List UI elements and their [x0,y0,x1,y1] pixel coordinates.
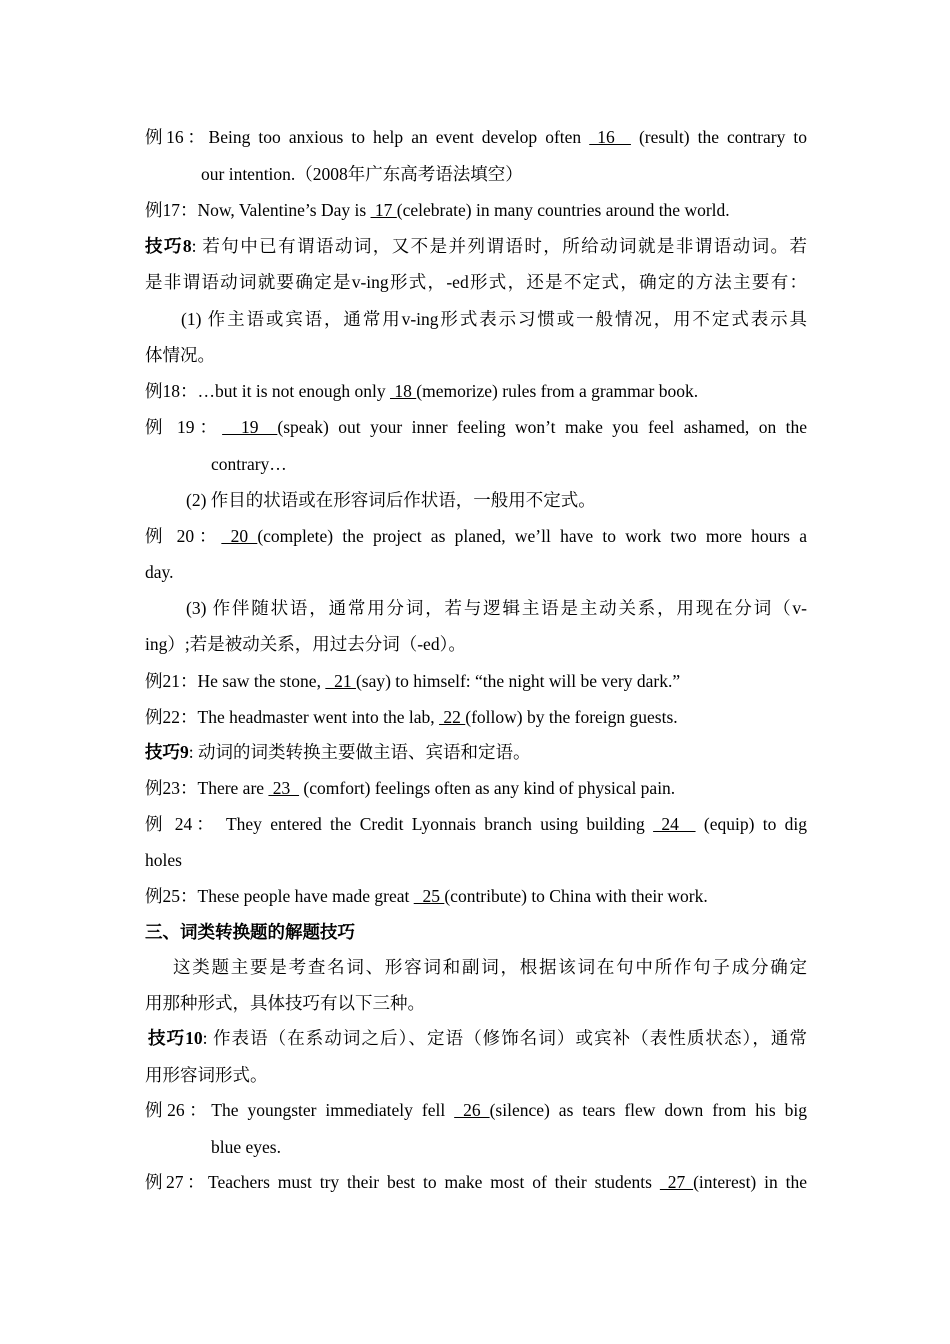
example-19-line [145,415,807,439]
answer-blank-18: 18 [390,381,417,401]
line-text: (complete) the project as planed, we’ll have to work two more hours a [257,526,807,546]
tip-label: 技巧8 [145,236,192,256]
line-text: (silence) as tears flew down from his big [489,1100,807,1120]
tip-10-line [148,1026,807,1050]
line-text: 例 24： They entered the Credit Lyonnais branch using building [145,814,654,834]
line-text: : 动词的词类转换主要做主语、宾语和定语。 [188,742,531,762]
example-24-continuation [145,848,807,872]
example-24-line [145,812,807,836]
line-text: 这类题主要是考查名词、形容词和副词，根据该词在句中所作句子成分确定 [173,957,807,977]
example-19-continuation [211,452,807,476]
rule-3-continuation [145,632,807,656]
line-text: holes [145,850,182,870]
section-title: 三、词类转换题的解题技巧 [145,922,355,942]
answer-blank-27: 27 [659,1172,694,1192]
answer-blank-16: 16 [589,127,631,147]
answer-blank-17: 17 [370,200,397,220]
section-3-intro-line-2 [145,991,807,1015]
example-18-line [145,379,807,403]
line-text: 用那种形式，具体技巧有以下三种。 [145,993,425,1013]
tip-8-heading-line [145,234,807,258]
answer-blank-23: 23 [268,778,300,798]
answer-blank-19: 19 [222,417,278,437]
line-text: : 作表语（在系动词之后）、定语（修饰名词）或宾补（表性质状态），通常 [202,1028,807,1048]
line-text: day. [145,562,174,582]
line-text: contrary… [211,454,287,474]
line-text: : 若句中已有谓语动词，又不是并列谓语时，所给动词就是非谓语动词。若 [191,236,807,256]
tip-10-continuation [145,1063,807,1087]
section-3-heading [145,920,807,944]
line-text: (3) 作伴随状语，通常用分词，若与逻辑主语是主动关系，用现在分词（v- [186,598,807,618]
answer-blank-21: 21 [325,671,356,691]
line-text: (contribute) to China with their work. [444,886,708,906]
line-text: (say) to himself: “the night will be very dark.” [355,671,681,691]
answer-blank-20: 20 [221,526,258,546]
example-17-line [145,198,807,222]
example-20-line [145,524,807,548]
answer-blank-25: 25 [413,886,445,906]
line-text: 例16：Being too anxious to help an event develop often [145,127,590,147]
tip-8-line-2 [145,270,807,294]
line-text: 用形容词形式。 [145,1065,268,1085]
answer-blank-24: 24 [653,814,696,834]
line-text: 是非谓语动词就要确定是v-ing形式，-ed形式，还是不定式，确定的方法主要有： [145,272,807,292]
line-text: (result) the contrary to [630,127,807,147]
example-20-continuation [145,560,807,584]
line-text: (comfort) feelings often as any kind of physical pain. [299,778,676,798]
example-21-line [145,669,807,693]
line-text: blue eyes. [211,1137,281,1157]
line-text: (equip) to dig [695,814,807,834]
rule-1-line [181,307,807,331]
line-text: 例27：Teachers must try their best to make most of their students [145,1172,660,1192]
line-text: 例17：Now, Valentine’s Day is [145,200,371,220]
line-text: (2) 作目的状语或在形容词后作状语，一般用不定式。 [186,490,596,510]
answer-blank-22: 22 [439,707,466,727]
line-text: (memorize) rules from a grammar book. [416,381,699,401]
line-text: 例22：The headmaster went into the lab, [145,707,440,727]
line-text: 体情况。 [145,345,215,365]
line-text: (celebrate) in many countries around the world. [396,200,730,220]
rule-3-line [186,596,807,620]
tip-label: 技巧9 [145,742,189,762]
rule-1-continuation [145,343,807,367]
section-3-intro-line-1 [173,955,807,979]
line-text: (speak) out your inner feeling won’t make you feel ashamed, on the [277,417,807,437]
tip-9-line [145,740,807,764]
line-text: our intention.（2008年广东高考语法填空） [201,164,523,184]
answer-blank-26: 26 [454,1100,490,1120]
example-22-line [145,705,807,729]
example-16-continuation [201,162,807,186]
rule-2-line [186,488,807,512]
tip-label: 技巧10 [148,1028,203,1048]
example-27-line [145,1170,807,1194]
line-text: 例25：These people have made great [145,886,414,906]
example-26-line [145,1098,807,1122]
line-text: 例 20： [145,526,222,546]
line-text: 例 19： [145,417,223,437]
line-text: (interest) in the [693,1172,807,1192]
example-25-line [145,884,807,908]
line-text: (follow) by the foreign guests. [465,707,678,727]
example-16-line [145,125,807,149]
line-text: (1) 作主语或宾语，通常用v-ing形式表示习惯或一般情况，用不定式表示具 [181,309,807,329]
line-text: 例23：There are [145,778,269,798]
line-text: ing）;若是被动关系，用过去分词（-ed）。 [145,634,466,654]
example-26-continuation [211,1135,807,1159]
line-text: 例26：The youngster immediately fell [145,1100,455,1120]
line-text: 例21：He saw the stone, [145,671,326,691]
example-23-line [145,776,807,800]
line-text: 例18：…but it is not enough only [145,381,390,401]
